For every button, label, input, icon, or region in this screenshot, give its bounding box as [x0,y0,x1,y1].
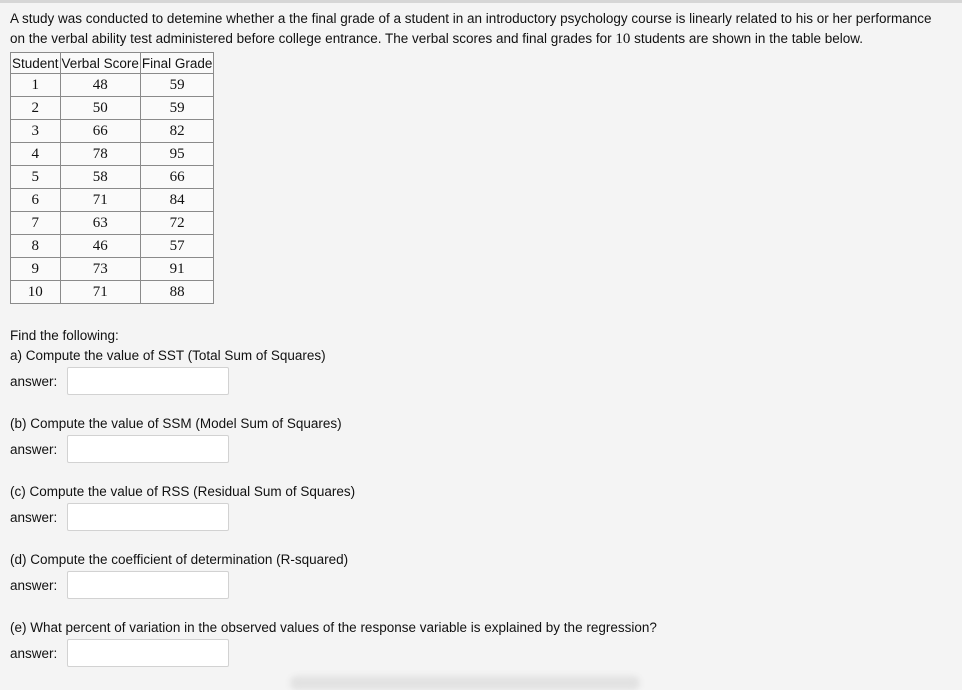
cell-student: 4 [11,143,61,166]
cell-student: 3 [11,120,61,143]
question-a [10,346,950,396]
cell-final-grade: 82 [140,120,214,143]
answer-row [10,502,950,532]
cell-final-grade: 72 [140,212,214,235]
answer-row [10,366,950,396]
cell-verbal-score: 58 [60,166,140,189]
cell-final-grade: 88 [140,281,214,304]
cell-final-grade: 59 [140,97,214,120]
header-verbal-score: Verbal Score [60,53,140,74]
cell-verbal-score: 48 [60,74,140,97]
table-row [11,235,214,258]
answer-label: answer: [10,441,58,457]
answer-row [10,570,950,600]
table-row [11,212,214,235]
answer-input-ssm[interactable] [67,435,229,463]
question-text: (e) What percent of variation in the observed values of the response variable is explained by the regression? [10,620,657,635]
cell-student: 10 [11,281,61,304]
cell-verbal-score: 73 [60,258,140,281]
answer-label: answer: [10,645,58,661]
answer-label: answer: [10,373,58,389]
answer-input-r-squared[interactable] [67,571,229,599]
table-row [11,120,214,143]
question-d [10,550,950,600]
question-text: a) Compute the value of SST (Total Sum of Squares) [10,348,326,363]
cell-final-grade: 66 [140,166,214,189]
cell-verbal-score: 71 [60,281,140,304]
question-text: (c) Compute the value of RSS (Residual Sum of Squares) [10,484,356,499]
answer-label: answer: [10,577,58,593]
table-row [11,74,214,97]
answer-input-percent-variation[interactable] [67,639,229,667]
cell-student: 6 [11,189,61,212]
data-table [10,52,214,304]
cell-final-grade: 57 [140,235,214,258]
question-c [10,482,950,532]
cell-final-grade: 84 [140,189,214,212]
table-row [11,281,214,304]
cell-verbal-score: 78 [60,143,140,166]
cell-final-grade: 91 [140,258,214,281]
table-row [11,143,214,166]
cell-student: 5 [11,166,61,189]
table-header-row [11,53,214,74]
cell-student: 1 [11,74,61,97]
cell-verbal-score: 50 [60,97,140,120]
cell-final-grade: 59 [140,74,214,97]
table-row [11,97,214,120]
intro-text-after: students are shown in the table below. [630,31,864,46]
cell-student: 2 [11,97,61,120]
intro-text-before: A study was conducted to detemine whether a the final grade of a student in an introductory psychology course is linearly related to his or her performance on the verbal ability test administered before college entrance. The verbal scores and final grades for [10,11,932,46]
answer-label: answer: [10,509,58,525]
header-student: Student [11,53,61,74]
cell-verbal-score: 46 [60,235,140,258]
problem-statement [10,9,950,49]
cell-verbal-score: 63 [60,212,140,235]
find-following-label: Find the following: [10,328,119,343]
top-divider [0,0,962,3]
student-count: 10 [615,31,631,47]
cell-final-grade: 95 [140,143,214,166]
cell-verbal-score: 71 [60,189,140,212]
cell-verbal-score: 66 [60,120,140,143]
question-b [10,414,950,464]
answer-input-sst[interactable] [67,367,229,395]
table-row [11,166,214,189]
question-text: (d) Compute the coefficient of determination (R-squared) [10,552,349,567]
cell-student: 8 [11,235,61,258]
table-row [11,258,214,281]
cell-student: 9 [11,258,61,281]
bottom-shadow [290,676,640,690]
answer-input-rss[interactable] [67,503,229,531]
cell-student: 7 [11,212,61,235]
table-row [11,189,214,212]
answer-row [10,434,950,464]
answer-row [10,638,950,668]
problem-content [10,9,950,668]
question-e [10,618,950,668]
question-text: (b) Compute the value of SSM (Model Sum of Squares) [10,416,342,431]
header-final-grade: Final Grade [140,53,214,74]
